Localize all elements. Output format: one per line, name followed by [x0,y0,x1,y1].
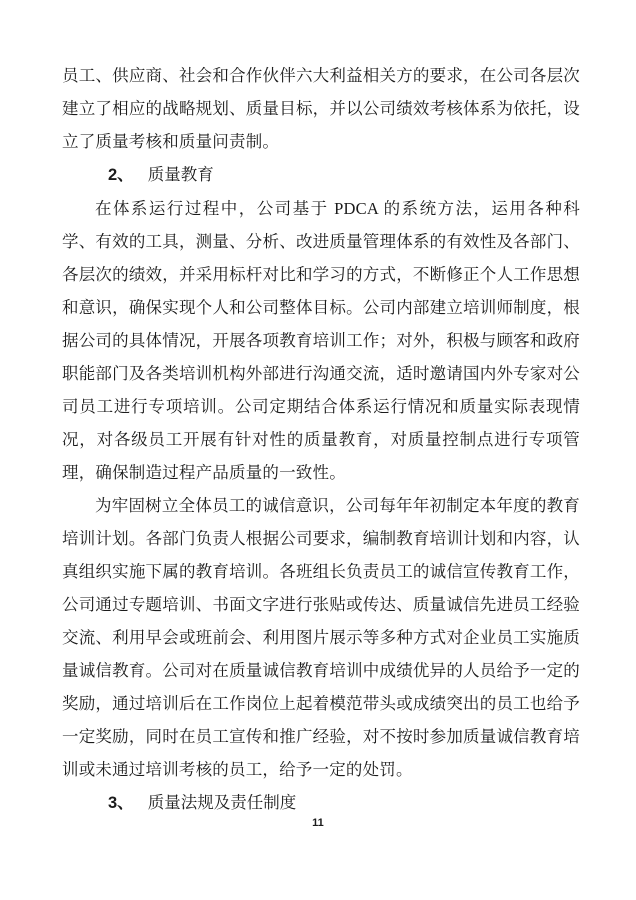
heading-number: 3、 [108,794,134,812]
heading-title: 质量法规及责任制度 [147,793,297,812]
heading-title: 质量教育 [147,165,214,184]
section-heading-quality-regulations [62,786,580,820]
paragraph-quality-goals-continuation: 员工、供应商、社会和合作伙伴六大利益相关方的要求，在公司各层次建立了相应的战略规划、质量目标，并以公司绩效考核体系为依托，设立了质量考核和质量问责制。 [62,66,580,151]
heading-number: 2、 [108,166,134,184]
page-number: 11 [312,817,324,829]
section-heading-quality-education [62,158,580,192]
document-body [62,59,580,820]
paragraph-integrity-education: 为牢固树立全体员工的诚信意识，公司每年年初制定本年度的教育培训计划。各部门负责人根据公司要求，编制教育培训计划和内容，认真组织实施下属的教育培训。各班组长负责员工的诚信宣传教育工作，公司通过专题培训、书面文字进行张贴或传达、质量诚信先进员工经验交流、利用早会或班前会、利用图片展示等多种方式对企业员工实施质量诚信教育。公司对在质量诚信教育培训中成绩优异的人员给予一定的奖励，通过培训后在工作岗位上起着模范带头或成绩突出的员工也给予一定奖励，同时在员工宣传和推广经验，对不按时参加质量诚信教育培训或未通过培训考核的员工，给予一定的处罚。 [62,496,580,779]
paragraph-pdca-system: 在体系运行过程中，公司基于 PDCA 的系统方法，运用各种科学、有效的工具，测量、分析、改进质量管理体系的有效性及各部门、各层次的绩效，并采用标杆对比和学习的方式，不断修正个人工作思想和意识，确保实现个人和公司整体目标。公司内部建立培训师制度，根据公司的具体情况，开展各项教育培训工作；对外，积极与顾客和政府职能部门及各类培训机构外部进行沟通交流，适时邀请国内外专家对公司员工进行专项培训。公司定期结合体系运行情况和质量实际表现情况，对各级员工开展有针对性的质量教育，对质量控制点进行专项管理，确保制造过程产品质量的一致性。 [62,199,580,482]
